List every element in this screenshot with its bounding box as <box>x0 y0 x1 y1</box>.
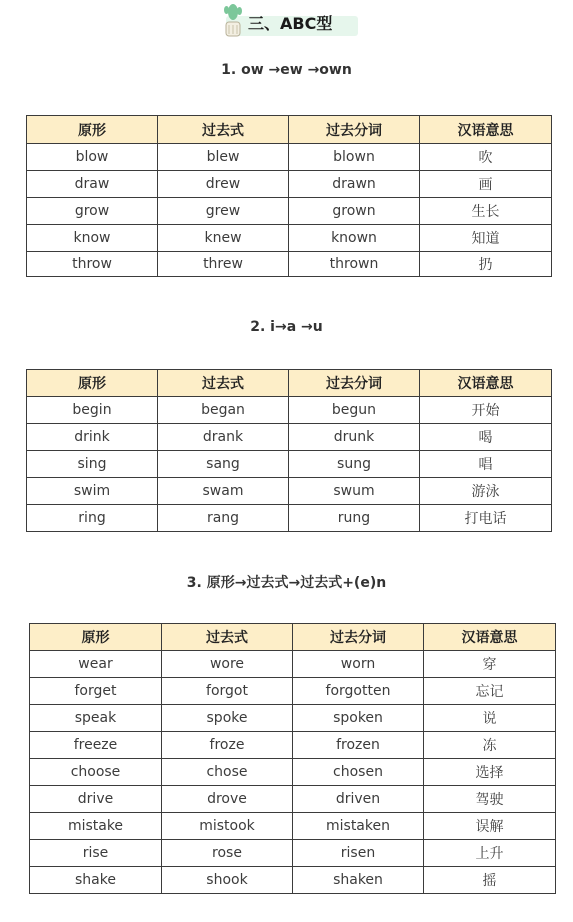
table-header-row <box>27 116 552 144</box>
cell-base: blow <box>27 144 158 171</box>
cell-base: drive <box>30 786 162 813</box>
cell-meaning: 唱 <box>420 451 552 478</box>
cell-meaning: 忘记 <box>424 678 556 705</box>
cell-meaning: 扔 <box>420 252 552 277</box>
table-row <box>27 252 552 277</box>
cell-meaning: 驾驶 <box>424 786 556 813</box>
cell-meaning: 误解 <box>424 813 556 840</box>
cell-meaning: 画 <box>420 171 552 198</box>
cell-base: freeze <box>30 732 162 759</box>
table-row <box>30 705 556 732</box>
cell-past: threw <box>158 252 289 277</box>
cell-past: chose <box>162 759 293 786</box>
cactus-icon <box>222 2 244 38</box>
cell-meaning: 冻 <box>424 732 556 759</box>
section-header <box>0 0 573 40</box>
table-row <box>27 505 552 532</box>
table-header-row <box>30 624 556 651</box>
table-row <box>27 198 552 225</box>
column-header-participle: 过去分词 <box>289 116 420 144</box>
cell-participle: worn <box>293 651 424 678</box>
cell-base: sing <box>27 451 158 478</box>
cell-past: spoke <box>162 705 293 732</box>
cell-participle: spoken <box>293 705 424 732</box>
table-row <box>30 678 556 705</box>
cell-participle: frozen <box>293 732 424 759</box>
cell-meaning: 选择 <box>424 759 556 786</box>
cell-base: mistake <box>30 813 162 840</box>
table-row <box>30 732 556 759</box>
cell-base: speak <box>30 705 162 732</box>
cell-past: mistook <box>162 813 293 840</box>
table-row <box>30 786 556 813</box>
cell-base: rise <box>30 840 162 867</box>
column-header-participle: 过去分词 <box>293 624 424 651</box>
cell-participle: drawn <box>289 171 420 198</box>
section-title-i-a-u: 2. i→a →u <box>250 319 323 335</box>
cell-participle: thrown <box>289 252 420 277</box>
cell-base: ring <box>27 505 158 532</box>
cell-past: wore <box>162 651 293 678</box>
cell-past: swam <box>158 478 289 505</box>
cell-base: know <box>27 225 158 252</box>
table-row <box>30 867 556 894</box>
cell-past: forgot <box>162 678 293 705</box>
cell-base: grow <box>27 198 158 225</box>
table-row <box>30 813 556 840</box>
column-header-participle: 过去分词 <box>289 370 420 397</box>
table-row <box>27 451 552 478</box>
cell-participle: drunk <box>289 424 420 451</box>
cell-past: drew <box>158 171 289 198</box>
cell-meaning: 游泳 <box>420 478 552 505</box>
cell-meaning: 穿 <box>424 651 556 678</box>
column-header-past: 过去式 <box>158 370 289 397</box>
section-title-ow-ew-own: 1. ow →ew →own <box>221 62 352 78</box>
table-row <box>27 171 552 198</box>
table-row <box>30 840 556 867</box>
table-row <box>30 759 556 786</box>
cell-past: knew <box>158 225 289 252</box>
cell-participle: risen <box>293 840 424 867</box>
table-row <box>27 424 552 451</box>
cell-meaning: 开始 <box>420 397 552 424</box>
cell-base: forget <box>30 678 162 705</box>
cell-meaning: 喝 <box>420 424 552 451</box>
cell-past: shook <box>162 867 293 894</box>
cell-participle: grown <box>289 198 420 225</box>
cell-meaning: 知道 <box>420 225 552 252</box>
cell-meaning: 吹 <box>420 144 552 171</box>
cell-past: drove <box>162 786 293 813</box>
cell-past: drank <box>158 424 289 451</box>
column-header-past: 过去式 <box>158 116 289 144</box>
cell-participle: blown <box>289 144 420 171</box>
cell-participle: known <box>289 225 420 252</box>
verb-table-base-past-en <box>29 623 556 894</box>
cell-base: choose <box>30 759 162 786</box>
cell-meaning: 摇 <box>424 867 556 894</box>
column-header-base: 原形 <box>27 370 158 397</box>
cell-past: grew <box>158 198 289 225</box>
verb-table-i-a-u <box>26 369 552 532</box>
cell-participle: begun <box>289 397 420 424</box>
table-row <box>30 651 556 678</box>
column-header-meaning: 汉语意思 <box>420 116 552 144</box>
column-header-past: 过去式 <box>162 624 293 651</box>
cell-past: sang <box>158 451 289 478</box>
section-title-base-past-en: 3. 原形→过去式→过去式+(e)n <box>186 575 387 591</box>
table-row <box>27 478 552 505</box>
cell-past: rose <box>162 840 293 867</box>
cell-past: froze <box>162 732 293 759</box>
cell-participle: sung <box>289 451 420 478</box>
cell-base: wear <box>30 651 162 678</box>
header-title: 三、ABC型 <box>248 14 333 33</box>
column-header-meaning: 汉语意思 <box>420 370 552 397</box>
cell-base: throw <box>27 252 158 277</box>
cell-meaning: 上升 <box>424 840 556 867</box>
cell-participle: forgotten <box>293 678 424 705</box>
cell-participle: swum <box>289 478 420 505</box>
cell-participle: driven <box>293 786 424 813</box>
cell-participle: chosen <box>293 759 424 786</box>
cell-base: shake <box>30 867 162 894</box>
column-header-base: 原形 <box>30 624 162 651</box>
cell-participle: mistaken <box>293 813 424 840</box>
cell-participle: shaken <box>293 867 424 894</box>
cell-meaning: 说 <box>424 705 556 732</box>
cell-base: begin <box>27 397 158 424</box>
table-row <box>27 397 552 424</box>
cell-base: drink <box>27 424 158 451</box>
table-row <box>27 225 552 252</box>
table-row <box>27 144 552 171</box>
cell-past: blew <box>158 144 289 171</box>
cell-meaning: 打电话 <box>420 505 552 532</box>
cell-base: draw <box>27 171 158 198</box>
table-header-row <box>27 370 552 397</box>
cell-meaning: 生长 <box>420 198 552 225</box>
cell-past: rang <box>158 505 289 532</box>
column-header-meaning: 汉语意思 <box>424 624 556 651</box>
verb-table-ow-ew-own <box>26 115 552 277</box>
column-header-base: 原形 <box>27 116 158 144</box>
cell-base: swim <box>27 478 158 505</box>
cell-participle: rung <box>289 505 420 532</box>
cell-past: began <box>158 397 289 424</box>
